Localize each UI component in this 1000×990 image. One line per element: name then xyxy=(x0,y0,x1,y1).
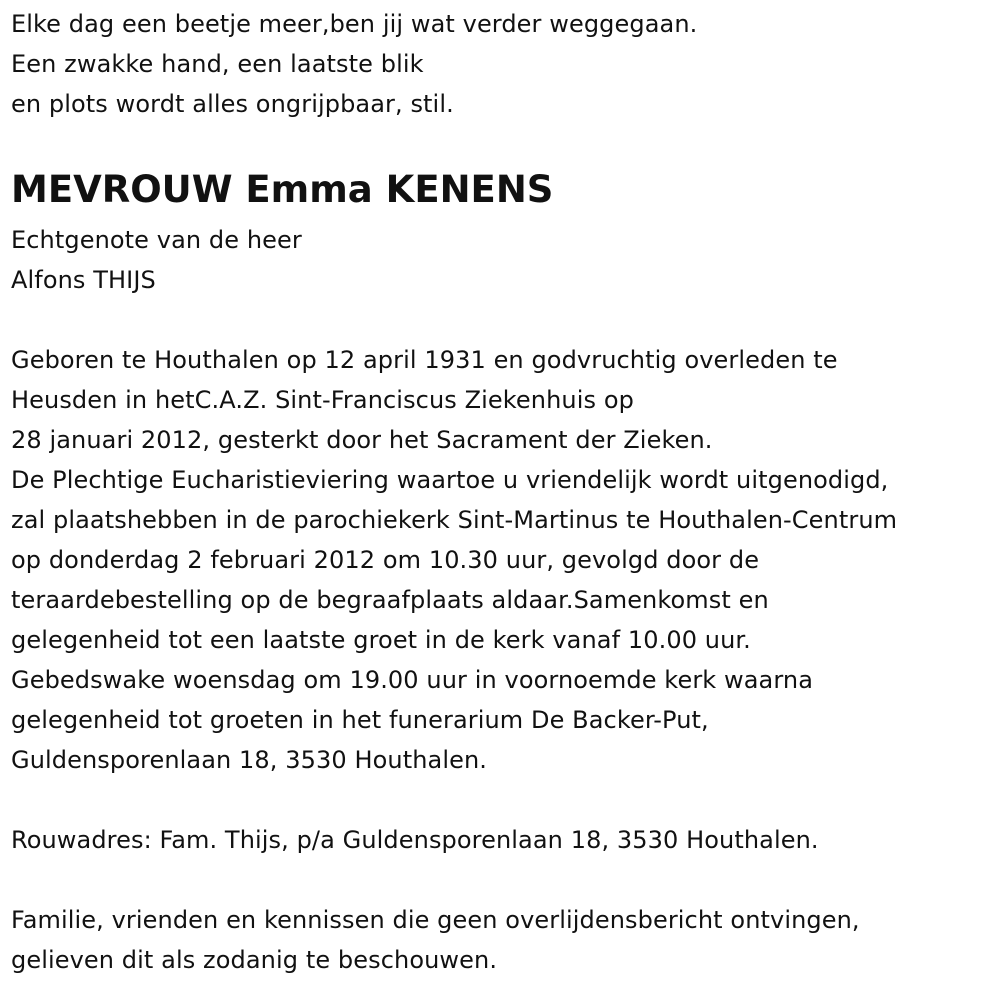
details-line: Guldensporenlaan 18, 3530 Houthalen. xyxy=(11,746,487,774)
closing-line: Familie, vrienden en kennissen die geen overlijdensbericht ontvingen, xyxy=(11,906,860,934)
details-line: gelegenheid tot een laatste groet in de kerk vanaf 10.00 uur. xyxy=(11,626,751,654)
poem-line: Elke dag een beetje meer,ben jij wat verder weggegaan. xyxy=(11,10,698,38)
obituary-document xyxy=(11,4,996,980)
spacer xyxy=(11,780,996,820)
details-line: De Plechtige Eucharistieviering waartoe u vriendelijk wordt uitgenodigd, xyxy=(11,466,889,494)
details-line: 28 januari 2012, gesterkt door het Sacrament der Zieken. xyxy=(11,426,713,454)
details-line: Heusden in hetC.A.Z. Sint-Franciscus Ziekenhuis op xyxy=(11,386,634,414)
closing-note xyxy=(11,900,996,980)
spacer xyxy=(11,860,996,900)
funeral-details xyxy=(11,340,996,780)
spouse-line: Alfons THIJS xyxy=(11,266,156,294)
details-line: teraardebestelling op de begraafplaats aldaar.Samenkomst en xyxy=(11,586,769,614)
poem-line: Een zwakke hand, een laatste blik xyxy=(11,50,424,78)
poem-line: en plots wordt alles ongrijpbaar, stil. xyxy=(11,90,454,118)
details-line: Geboren te Houthalen op 12 april 1931 en godvruchtig overleden te xyxy=(11,346,838,374)
poem xyxy=(11,4,996,124)
details-line: gelegenheid tot groeten in het funerarium De Backer-Put, xyxy=(11,706,709,734)
details-line: Gebedswake woensdag om 19.00 uur in voornoemde kerk waarna xyxy=(11,666,814,694)
details-line: op donderdag 2 februari 2012 om 10.30 uur, gevolgd door de xyxy=(11,546,760,574)
details-line: zal plaatshebben in de parochiekerk Sint-Martinus te Houthalen-Centrum xyxy=(11,506,898,534)
spacer xyxy=(11,300,996,340)
closing-line: gelieven dit als zodanig te beschouwen. xyxy=(11,946,498,974)
spouse-info xyxy=(11,220,996,300)
deceased-name: MEVROUW Emma KENENS xyxy=(11,168,554,211)
spouse-line: Echtgenote van de heer xyxy=(11,226,302,254)
spacer xyxy=(11,124,996,164)
mourning-address: Rouwadres: Fam. Thijs, p/a Guldensporenlaan 18, 3530 Houthalen. xyxy=(11,826,819,854)
